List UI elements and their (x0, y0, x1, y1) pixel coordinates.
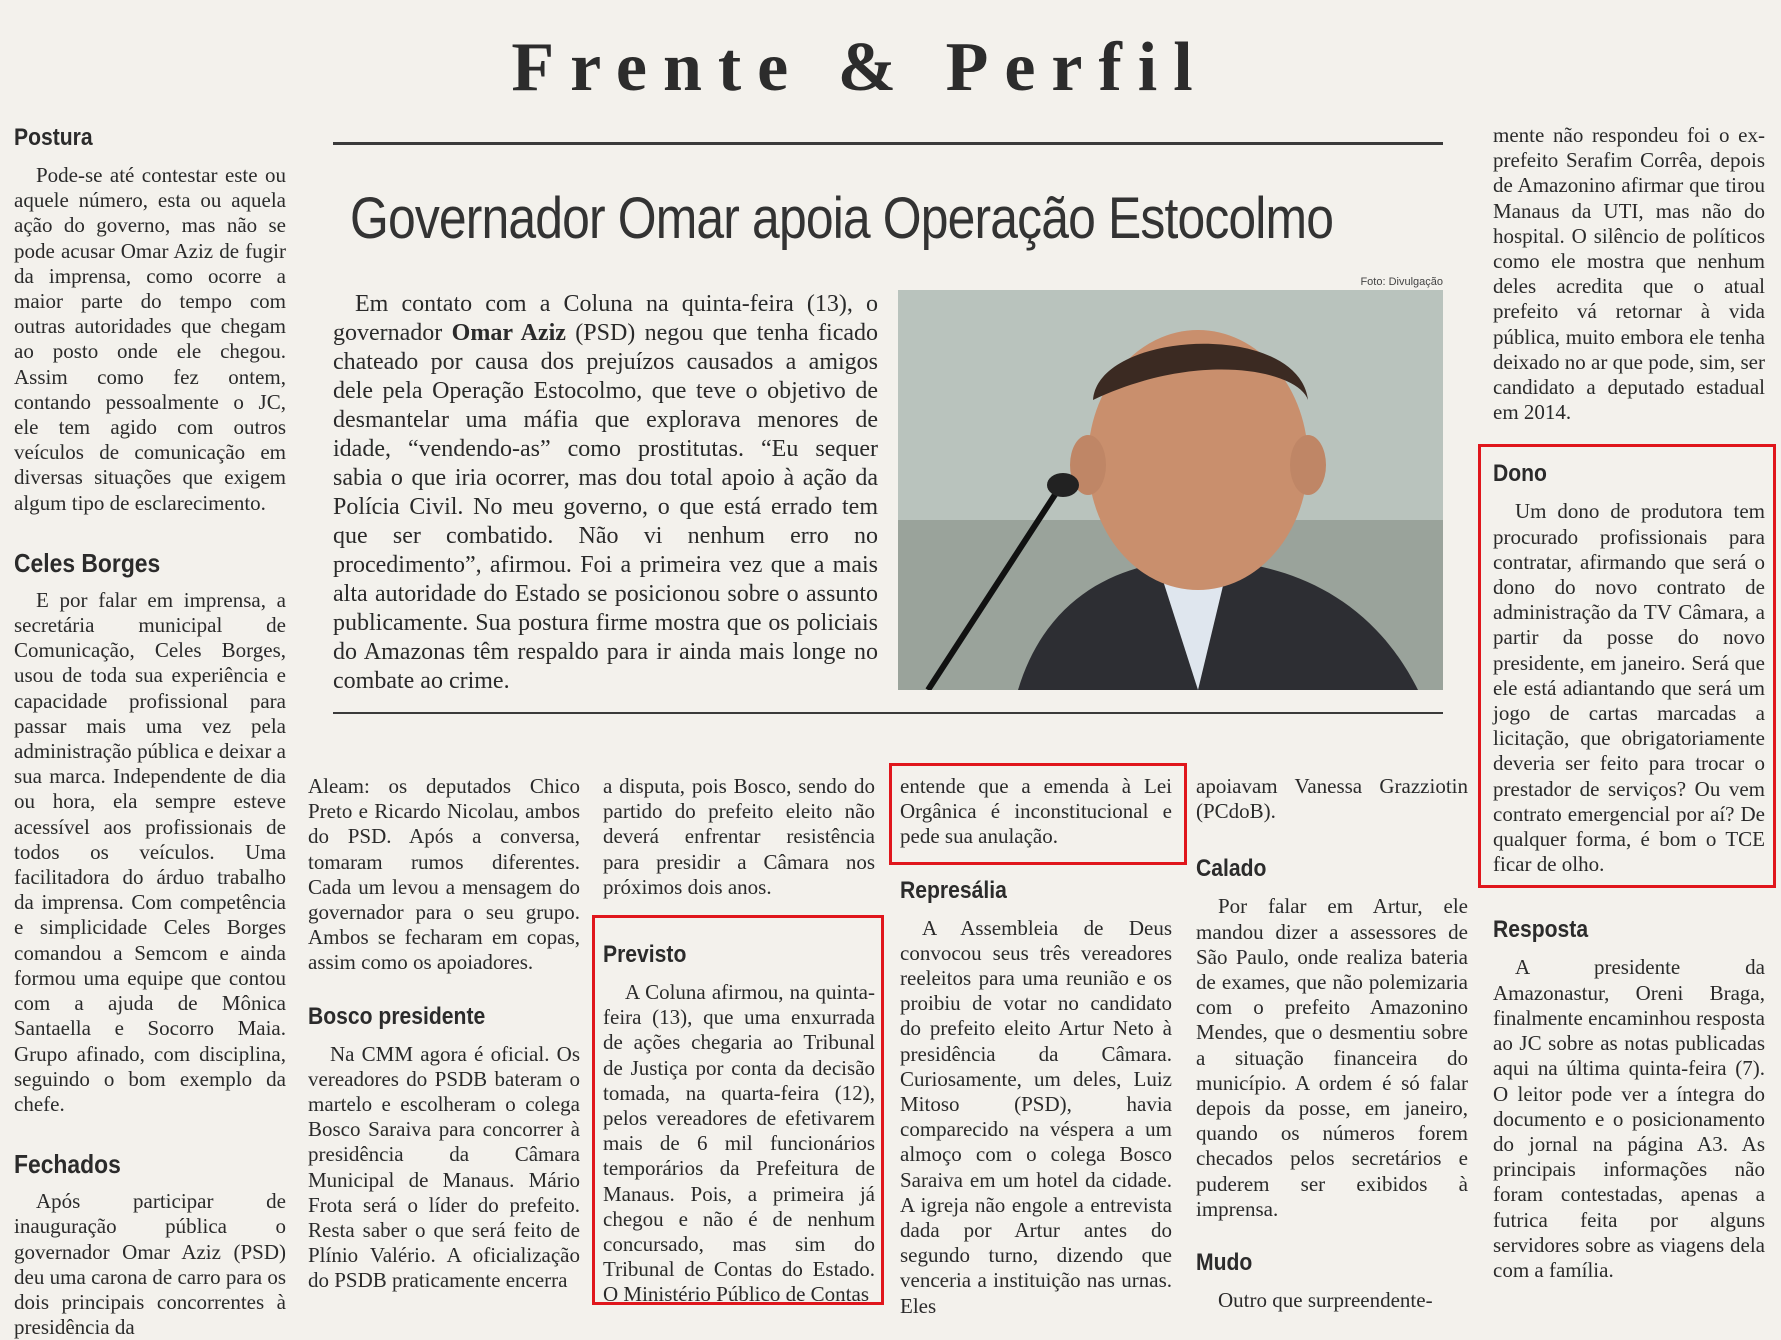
section-heading-fechados: Fechados (14, 1149, 121, 1180)
mudo-text: Outro que surpreendente- (1218, 1288, 1433, 1313)
headline: Governador Omar apoia Operação Estocolmo (350, 186, 1334, 251)
col5-top-text: apoiavam Vanessa Grazziotin (PCdoB). (1196, 774, 1468, 824)
lead-article (333, 290, 878, 696)
section-heading-postura: Postura (14, 124, 93, 151)
photo-credit: Foto: Divulgação (1360, 276, 1443, 288)
masthead: Frente & Perfil (511, 29, 1209, 106)
lead-bold-name: Omar Aziz (451, 320, 566, 346)
highlight-box-emenda (889, 763, 1187, 865)
postura-text: Pode-se até contestar este ou aquele número, esta ou aquela ação do governo, mas não se pode acusar Omar Aziz de fugir da imprensa, como ocorre a maior parte do tempo com outras autoridades que chegam ao posto onde ele chegou. Assim como fez ontem, contando pessoalmente o JC, ele tem agido com outros veículos de comunicação em diversas situações que exigem algum tipo de esclarecimento. (14, 163, 286, 515)
headline-top-rule (333, 142, 1443, 145)
section-heading-mudo: Mudo (1196, 1249, 1253, 1277)
portrait-illustration (898, 290, 1443, 690)
governor-photo (898, 290, 1443, 690)
column-2 (308, 774, 580, 1294)
column-5 (1196, 774, 1468, 1313)
dono-text: Um dono de produtora tem procurado profissionais para contratar, afirmando que será o dono do novo contrato de administração da TV Câmara, a partir da posse do novo presidente, em janeiro. Será que ele está adiantando que será um jogo de cartas marcadas a licitação, que obrigatoriamente deveria ser feito para trocar o prestador de serviços? Ou vem contrato emergencial por aí? De qualquer forma, é bom o TCE ficar de olho. (1493, 499, 1765, 877)
section-heading-resposta: Resposta (1493, 916, 1589, 944)
previsto-text: A Coluna afirmou, na quinta-feira (13), que uma enxurrada de ações chegaria ao Tribunal de Justiça por conta da decisão tomada, na quarta-feira (12), pelos vereadores de efetivarem mais de 6 mil funcionários temporários da Prefeitura de Manaus. Pois, a primeira já chegou e não é de nenhum concursado, mas sim do Tribunal de Contas do Estado. O Ministério Público de Contas (603, 980, 875, 1307)
resposta-text: A presidente da Amazonastur, Oreni Braga, finalmente encaminhou resposta ao JC sobre as notas publicadas aqui na última quinta-feira (7). O leitor pode ver a íntegra do documento e o posicionamento do jornal na página A3. As principais informações não foram contestadas, apenas a futrica feita por alguns servidores sobre as viagens dela com a família. (1493, 955, 1765, 1282)
section-heading-celes-borges: Celes Borges (14, 547, 161, 578)
col4-top-text: entende que a emenda à Lei Orgânica é inconstitucional e pede sua anulação. (900, 774, 1172, 849)
highlight-box-dono (1478, 444, 1776, 888)
lead-text-2: (PSD) negou que tenha ficado chateado por causa dos prejuízos causados a amigos dele pela Operação Estocolmo, que teve o objetivo de desmantelar uma máfia que explorava menores de idade, “vendendo-as” como prostitutas. “Eu sequer sabia o que iria ocorrer, mas dou total apoio à ação da Polícia Civil. No meu governo, o que está errado tem que ser combatido. Não vi nenhum erro no procedimento”, afirmou. Foi a primeira vez que a mais alta autoridade do Estado se posicionou sobre o assunto publicamente. Sua postura firme mostra que os policiais do Amazonas têm respaldo para ir ainda mais longe no combate ao crime. (333, 320, 879, 694)
headline-bottom-rule (333, 712, 1443, 714)
section-heading-previsto: Previsto (603, 941, 687, 969)
section-heading-bosco-presidente: Bosco presidente (308, 1002, 486, 1030)
bleed-through-text (300, 718, 1480, 758)
fechados-text: Após participar de inauguração pública o governador Omar Aziz (PSD) deu uma carona de carro para os dois principais concorrentes à presidência da (14, 1189, 286, 1340)
bosco-text: Na CMM agora é oficial. Os vereadores do PSDB bateram o martelo e escolheram o colega Bosco Saraiva para concorrer à presidência da Câmara Municipal de Manaus. Mário Frota será o líder do prefeito. Resta saber o que será feito de Plínio Valério. A oficialização do PSDB praticamente encerra (308, 1041, 580, 1293)
column-1 (14, 123, 286, 1340)
col3-top-text: a disputa, pois Bosco, sendo do partido do prefeito eleito não deverá enfrentar resistência para presidir a Câmara nos próximos dois anos. (603, 774, 875, 899)
lead-text-1: Em contato com a Coluna na quinta-feira (13), o governador (333, 291, 878, 346)
col6-top-text: mente não respondeu foi o ex-prefeito Serafim Corrêa, depois de Amazonino afirmar que tirou Manaus da UTI, mas não do hospital. O silêncio de políticos como ele mostra que nenhum deles acredita que o atual prefeito vá retornar à vida pública, muito embora ele tenha deixado no ar que pode, sim, ser candidato a deputado estadual em 2014. (1493, 123, 1765, 425)
represalia-text: A Assembleia de Deus convocou seus três vereadores reeleitos para uma reunião e os proibiu de votar no candidato do prefeito eleito Artur Neto à presidência da Câmara. Curiosamente, um deles, Luiz Mitoso (PSD), havia comparecido na véspera a um almoço com o colega Bosco Saraiva em um hotel da cidade. A igreja não engole a entrevista dada por Artur antes do segundo turno, dizendo que venceria a instituição nas urnas. Eles (900, 915, 1172, 1318)
col2-top-text: Aleam: os deputados Chico Preto e Ricardo Nicolau, ambos do PSD. Após a conversa, tomaram rumos diferentes. Cada um levou a mensagem do governador para o seu grupo. Ambos se fecharam em copas, assim como os apoiadores. (308, 774, 580, 975)
highlight-box-previsto (592, 915, 884, 1305)
section-heading-represalia: Represália (900, 876, 1007, 904)
celes-text: E por falar em imprensa, a secretária municipal de Comunicação, Celes Borges, usou de toda sua experiência e capacidade profissional para passar mais uma vez pela administração pública e deixar a sua marca. Independente de dia ou hora, ela sempre esteve acessível aos profissionais de todos os veículos. Uma facilitadora do árduo trabalho da imprensa. Com competência e simplicidade Celes Borges comandou a Semcom e ainda formou uma equipe que contou com a ajuda de Mônica Santaella e Socorro Maia. Grupo afinado, com disciplina, seguindo o bom exemplo da chefe. (14, 587, 286, 1116)
section-heading-calado: Calado (1196, 855, 1267, 883)
calado-text: Por falar em Artur, ele mandou dizer a assessores de São Paulo, onde realiza bateria de exames, que não polemizaria com o prefeito Amazonino Mendes, que o desmentiu sobre a situação financeira do município. A ordem é só falar depois da posse, em janeiro, quando os números forem checados pelos secretários e puderem ser exibidos à imprensa. (1196, 894, 1468, 1221)
section-heading-dono: Dono (1493, 460, 1547, 488)
